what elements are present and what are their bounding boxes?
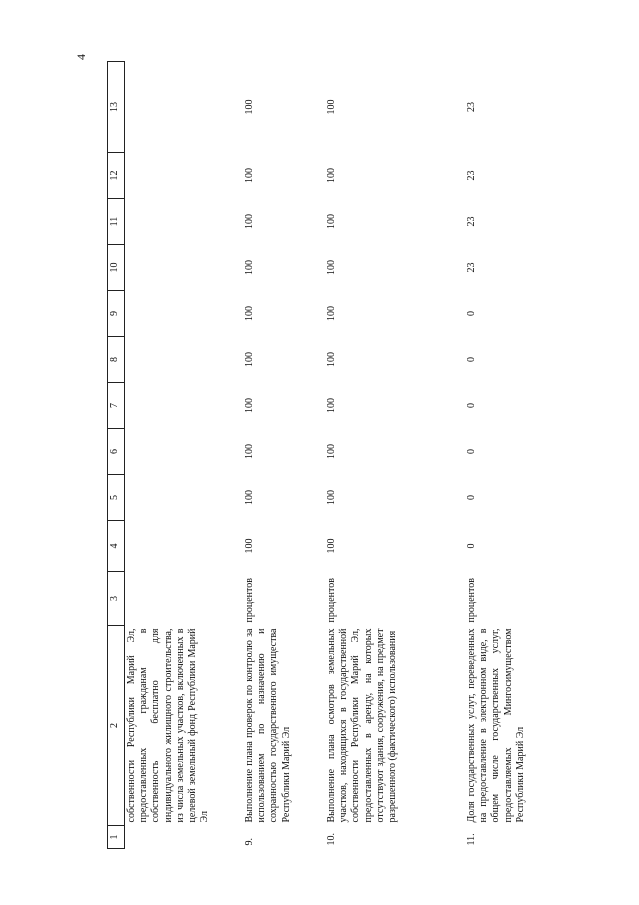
row-value [125, 245, 244, 291]
row-value: 100 [244, 306, 255, 321]
col-header: 2 [108, 626, 125, 826]
row-value [125, 62, 244, 153]
row-value: 100 [326, 352, 337, 367]
page-number: 4 [74, 54, 88, 60]
indicators-table [107, 61, 547, 849]
col-header: 7 [108, 383, 125, 429]
row-value: 100 [244, 214, 255, 229]
row-unit: процентов [466, 578, 477, 623]
row-value [125, 337, 244, 383]
row-value: 100 [244, 99, 255, 115]
col-header: 3 [108, 572, 125, 626]
col-header: 10 [108, 245, 125, 291]
row-value: 100 [326, 214, 337, 229]
row-description: Доля государственных услут, переведенных на предоставление в электронном виде, в общем числе государственных услуг, предоставляемых Мингосимуществом Республики Марий Эл [466, 628, 526, 823]
row-value: 0 [466, 403, 477, 408]
row-description: Выполнение плана проверок по контролю за использованием по назначению и сохранностью государственного имущества Республики Марий Эл [244, 628, 292, 823]
row-value: 100 [326, 168, 337, 183]
row-value [125, 383, 244, 429]
row-number: 10. [326, 833, 337, 846]
row-value: 0 [466, 357, 477, 362]
row-value [125, 475, 244, 521]
row-unit: процентов [244, 578, 255, 623]
table-row [125, 62, 244, 849]
row-number: 11. [466, 833, 477, 846]
row-value: 0 [466, 543, 477, 549]
row-value: 100 [244, 168, 255, 183]
row-value: 100 [244, 444, 255, 459]
table-header [108, 62, 125, 849]
row-value [125, 429, 244, 475]
row-value: 100 [244, 490, 255, 505]
col-header: 13 [108, 62, 125, 153]
row-value: 100 [244, 352, 255, 367]
row-value: 100 [326, 398, 337, 413]
row-number [125, 826, 244, 849]
row-value: 23 [466, 102, 477, 112]
rotated-table-block [107, 62, 527, 849]
table-row [465, 62, 547, 849]
row-description: собственности Республики Марий Эл, предоставленных гражданам в собственность бесплатно для индивидуального жилищного строительства, из числа земельных участков, включенных в целевой земельный фонд Республики Марий Эл [126, 628, 211, 823]
col-header: 4 [108, 521, 125, 572]
row-value: 0 [466, 449, 477, 454]
row-value: 100 [244, 398, 255, 413]
row-value: 100 [244, 260, 255, 275]
row-value: 0 [466, 311, 477, 316]
row-value [125, 291, 244, 337]
col-header: 11 [108, 199, 125, 245]
col-header: 5 [108, 475, 125, 521]
row-description: Выполнение плана осмотров земельных участков, находящихся в государственной собственности Республики Марий Эл, предоставленных в аренду, на которых отсутствуют здания, сооружения, на предмет разрешенного (фактического) использования [326, 628, 399, 823]
row-value: 23 [466, 216, 477, 227]
col-header: 12 [108, 153, 125, 199]
row-value: 23 [466, 170, 477, 181]
row-value [125, 521, 244, 572]
row-unit: процентов [326, 578, 337, 623]
table-row [325, 62, 465, 849]
col-header: 1 [108, 826, 125, 849]
col-header: 9 [108, 291, 125, 337]
row-value: 100 [326, 538, 337, 554]
table-row [243, 62, 325, 849]
row-value: 100 [326, 99, 337, 115]
row-value: 23 [466, 262, 477, 273]
row-value: 100 [326, 444, 337, 459]
col-header: 6 [108, 429, 125, 475]
col-header: 8 [108, 337, 125, 383]
row-value: 100 [326, 260, 337, 275]
row-value: 100 [326, 306, 337, 321]
row-value: 100 [244, 538, 255, 554]
row-value [125, 153, 244, 199]
row-value: 100 [326, 490, 337, 505]
row-unit [125, 572, 244, 626]
row-number: 9. [244, 838, 255, 846]
row-value: 0 [466, 495, 477, 500]
row-value [125, 199, 244, 245]
